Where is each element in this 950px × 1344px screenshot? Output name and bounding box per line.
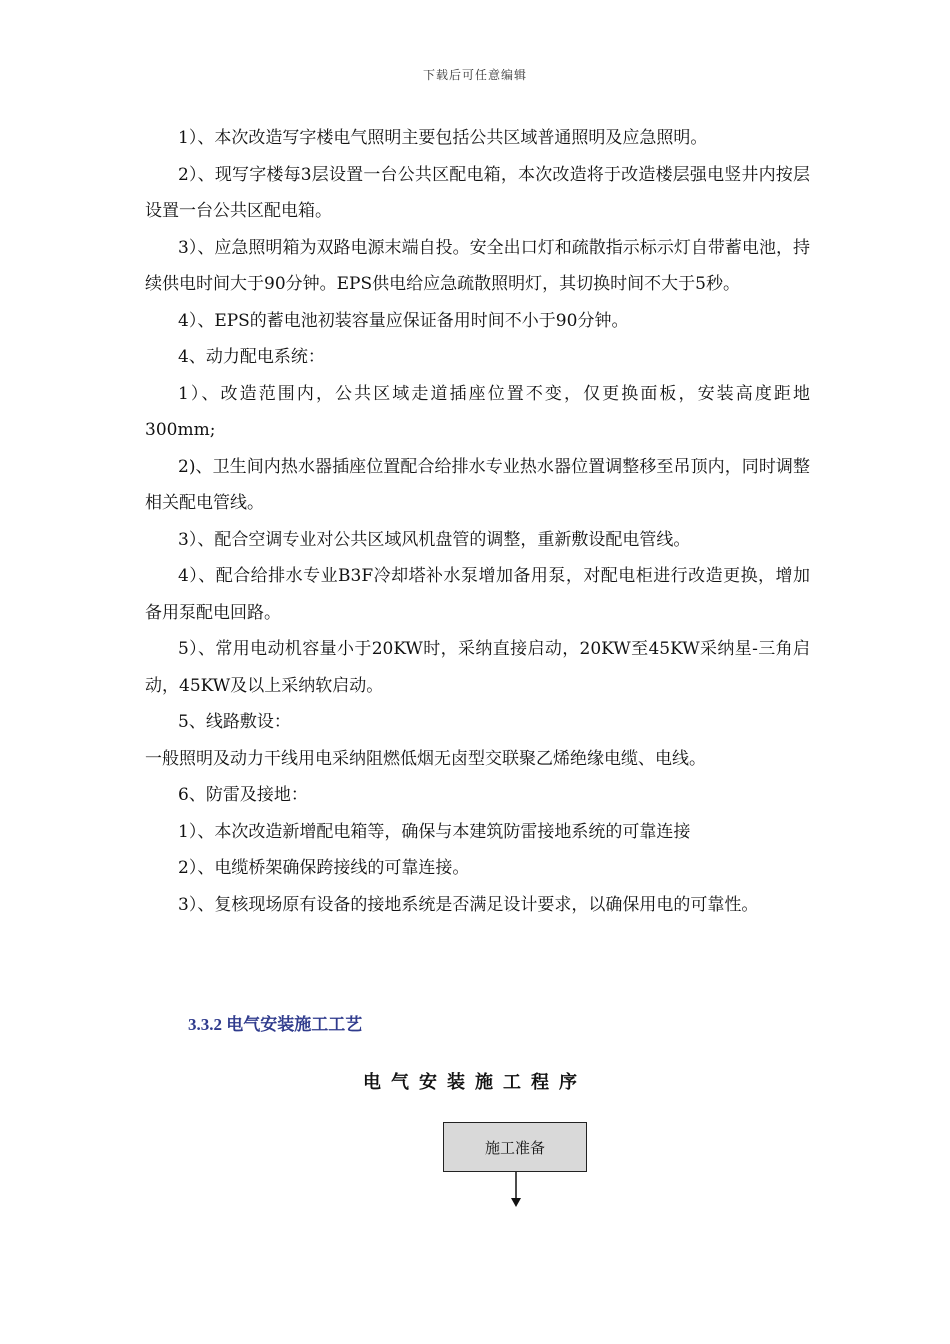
paragraph-7: 2)、卫生间内热水器插座位置配合给排水专业热水器位置调整移至吊顶内，同时调整相关配电管线。 <box>145 456 810 513</box>
paragraph-15: 2）、电缆桥架确保跨接线的可靠连接。 <box>178 858 470 878</box>
page-header: 下载后可任意编辑 <box>422 68 527 82</box>
paragraph-6: 1）、改造范围内，公共区域走道插座位置不变，仅更换面板，安装高度距地300mm; <box>145 383 810 440</box>
flowchart-arrow-icon <box>508 1172 524 1212</box>
section-heading: 3.3.2 电气安装施工工艺 <box>188 1015 363 1034</box>
paragraph-14: 1）、本次改造新增配电箱等，确保与本建筑防雷接地系统的可靠连接 <box>178 821 691 842</box>
paragraph-8: 3）、配合空调专业对公共区域风机盘管的调整，重新敷设配电管线。 <box>178 529 691 550</box>
paragraph-3: 3）、应急照明箱为双路电源末端自投。安全出口灯和疏散指示标示灯自带蓄电池，持续供电时间大于90分钟。EPS供电给应急疏散照明灯，其切换时间不大于5秒。 <box>145 237 810 294</box>
paragraph-2: 2）、现写字楼每3层设置一台公共区配电箱，本次改造将于改造楼层强电竖井内按层设置一台公共区配电箱。 <box>145 164 810 221</box>
paragraph-5: 4、动力配电系统： <box>178 347 325 367</box>
paragraph-10: 5）、常用电动机容量小于20KW时，采纳直接启动，20KW至45KW采纳星-三角启动，45KW及以上采纳软启动。 <box>145 639 810 696</box>
paragraph-11: 5、线路敷设： <box>178 712 291 732</box>
paragraph-13: 6、防雷及接地： <box>178 785 308 805</box>
document-body <box>145 120 810 923</box>
paragraph-1: 1）、本次改造写字楼电气照明主要包括公共区域普通照明及应急照明。 <box>178 128 708 148</box>
paragraph-9: 4）、配合给排水专业B3F冷却塔补水泵增加备用泵，对配电柜进行改造更换，增加备用泵配电回路。 <box>145 566 810 623</box>
flowchart-step-label: 施工准备 <box>484 1138 545 1157</box>
paragraph-4: 4）、EPS的蓄电池初装容量应保证备用时间不小于90分钟。 <box>178 310 629 331</box>
paragraph-16: 3）、复核现场原有设备的接地系统是否满足设计要求，以确保用电的可靠性。 <box>178 894 759 915</box>
flowchart-title: 电气安装施工程序 <box>363 1072 587 1093</box>
flowchart-step-box <box>443 1122 587 1172</box>
paragraph-12: 一般照明及动力干线用电采纳阻燃低烟无卤型交联聚乙烯绝缘电缆、电线。 <box>145 748 706 769</box>
